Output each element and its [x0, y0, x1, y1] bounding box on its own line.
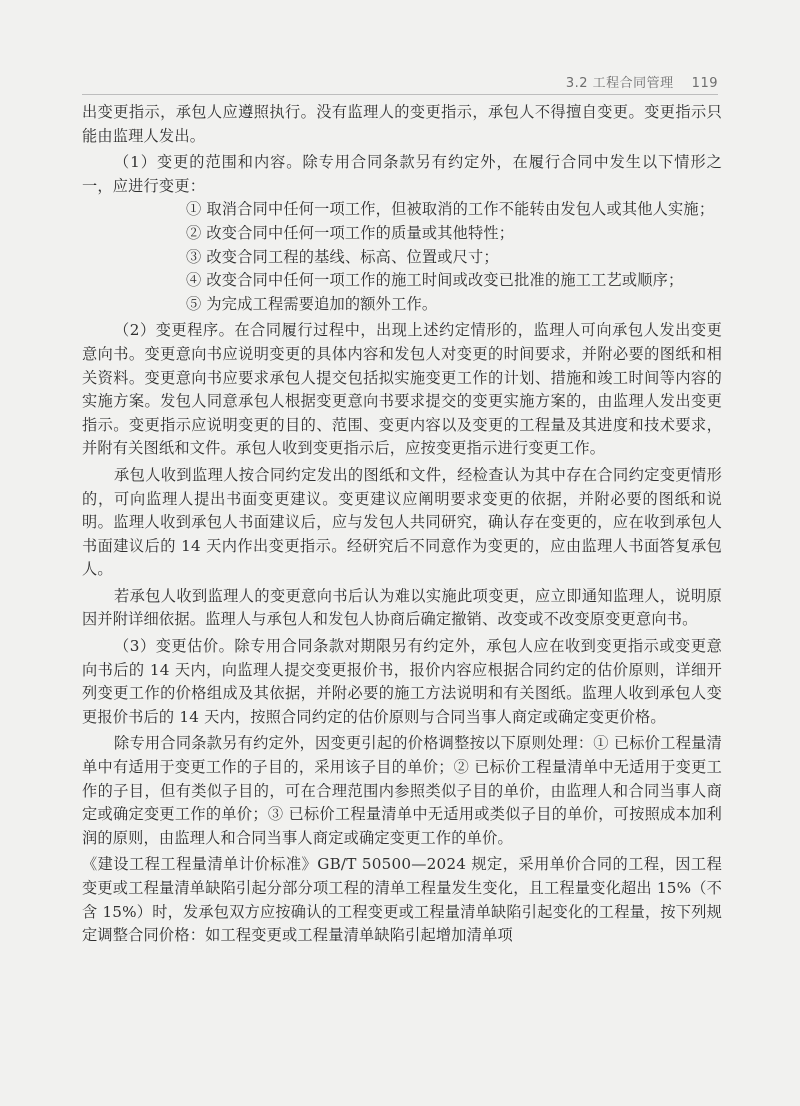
header-text: [566, 72, 718, 91]
paragraph-change-procedure: （2）变更程序。在合同履行过程中，出现上述约定情形的，监理人可向承包人发出变更意向书。变更意向书应说明变更的具体内容和发包人对变更的时间要求，并附必要的图纸和相关资料。变更意向书应要求承包人提交包括拟实施变更工作的计划、措施和竣工时间等内容的实施方案。发包人同意承包人根据变更意向书要求提交的变更实施方案的，由监理人发出变更指示。变更指示应说明变更的目的、范围、变更内容以及变更的工程量及其进度和技术要求，并附有关图纸和文件。承包人收到变更指示后，应按变更指示进行变更工作。: [82, 321, 722, 458]
list-item: ② 改变合同中任何一项工作的质量或其他特性；: [186, 223, 515, 242]
page-body: [82, 101, 722, 948]
page-number: 119: [691, 76, 718, 91]
paragraph-change-proposal: 承包人收到监理人按合同约定发出的图纸和文件，经检查认为其中存在合同约定变更情形的，可向监理人提出书面变更建议。变更建议应阐明要求变更的依据，并附必要的图纸和说明。监理人收到承包人书面建议后，应与发包人共同研究，确认存在变更的，应在收到承包人书面建议后的 14 天内作出变更指示。经研究后不同意作为变更的，应由监理人书面答复承包人。: [82, 465, 722, 579]
paragraph-change-valuation: （3）变更估价。除专用合同条款对期限另有约定外，承包人应在收到变更指示或变更意向书后的 14 天内，向监理人提交变更报价书，报价内容应根据合同约定的估价原则，详细开列变更工作的价格组成及其依据，并附必要的施工方法说明和有关图纸。监理人收到承包人变更报价书后的 14 天内，按照合同约定的估价原则与合同当事人商定或确定变更价格。: [82, 637, 722, 726]
running-header: [82, 72, 718, 95]
paragraph-continuation: 出变更指示，承包人应遵照执行。没有监理人的变更指示，承包人不得擅自变更。变更指示只能由监理人发出。: [82, 103, 722, 145]
section-title: 3.2 工程合同管理: [565, 76, 674, 91]
paragraph-change-scope: （1）变更的范围和内容。除专用合同条款另有约定外，在履行合同中发生以下情形之一，应进行变更：: [82, 153, 722, 195]
paragraph-standard-reference: 《建设工程工程量清单计价标准》GB/T 50500—2024 规定，采用单价合同的工程，因工程变更或工程量清单缺陷引起分部分项工程的清单工程量发生变化，且工程量变化超出 15%（不含 15%）时，发承包双方应按确认的工程变更或工程量清单缺陷引起变化的工程量，按下列规定调整合同价格：如工程变更或工程量清单缺陷引起增加清单项: [82, 855, 722, 945]
paragraph-change-objection: 若承包人收到监理人的变更意向书后认为难以实施此项变更，应立即通知监理人，说明原因并附详细依据。监理人与承包人和发包人协商后确定撤销、改变或不改变原变更意向书。: [82, 586, 722, 629]
list-item: ③ 改变合同工程的基线、标高、位置或尺寸；: [186, 247, 499, 266]
paragraph-price-adjustment: 除专用合同条款另有约定外，因变更引起的价格调整按以下原则处理：① 已标价工程量清单中有适用于变更工作的子目的，采用该子目的单价；② 已标价工程量清单中无适用于变更工作的子目，但有类似子目的，可在合理范围内参照类似子目的单价，由监理人和合同当事人商定或确定变更工作的单价；③ 已标价工程量清单中无适用或类似子目的单价，可按照成本加利润的原则，由监理人和合同当事人商定或确定变更工作的单价。: [82, 734, 722, 847]
list-item: ⑤ 为完成工程需要追加的额外工作。: [186, 294, 438, 313]
list-item: ④ 改变合同中任何一项工作的施工时间或改变已批准的施工工艺或顺序；: [186, 271, 684, 290]
list-item: ① 取消合同中任何一项工作，但被取消的工作不能转由发包人或其他人实施；: [186, 200, 715, 219]
